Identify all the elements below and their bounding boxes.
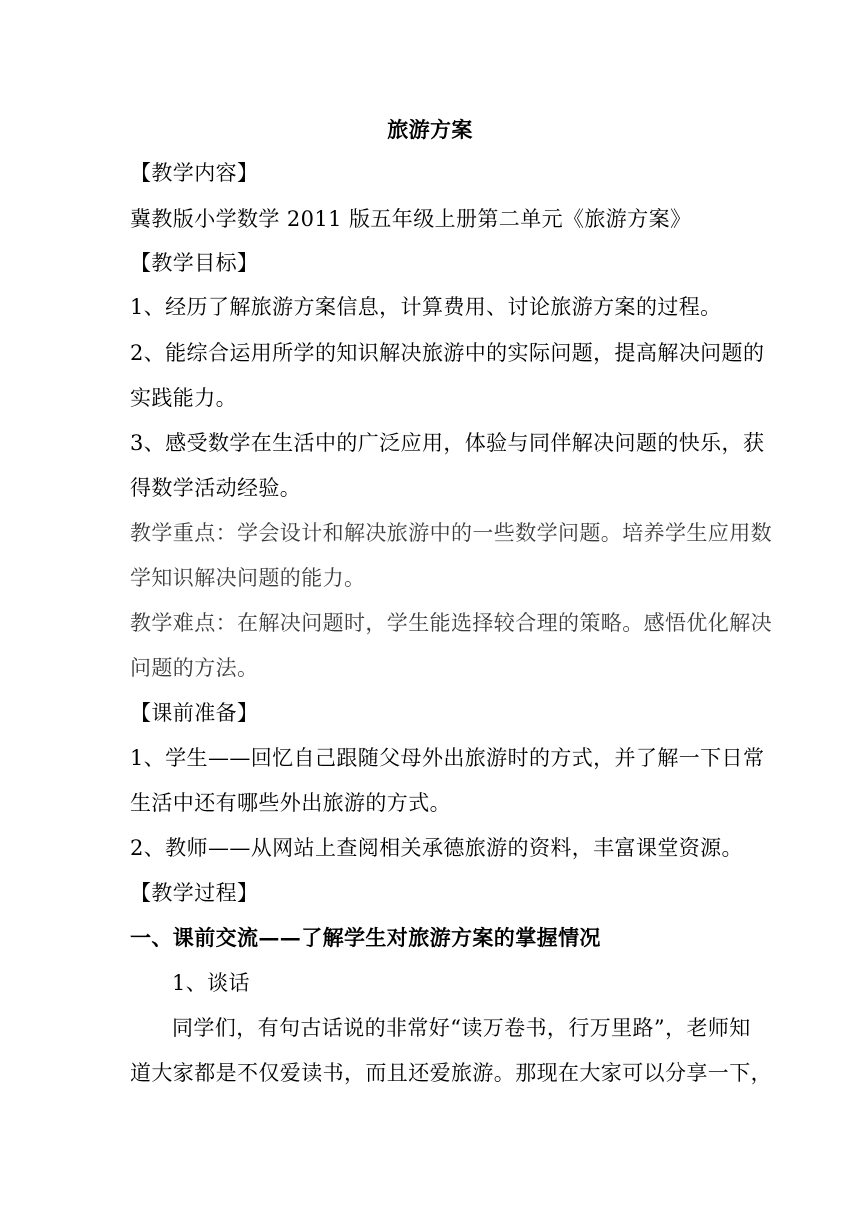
part-1-subheading: 1、谈话 xyxy=(172,971,250,995)
part-1-paragraph-line-2: 道大家都是不仅爱读书，而且还爱旅游。那现在大家可以分享一下， xyxy=(130,1061,772,1085)
teaching-content-heading: 【教学内容】 xyxy=(130,161,259,185)
goal-item-2-line-1: 2、能综合运用所学的知识解决旅游中的实际问题，提高解决问题的 xyxy=(130,341,765,365)
key-point-line-2: 学知识解决问题的能力。 xyxy=(130,566,366,590)
goal-item-1: 1、经历了解旅游方案信息，计算费用、讨论旅游方案的过程。 xyxy=(130,295,722,319)
difficulty-line-1: 教学难点：在解决问题时，学生能选择较合理的策略。感悟优化解决 xyxy=(130,611,772,635)
prep-item-2: 2、教师——从网站上查阅相关承德旅游的资料，丰富课堂资源。 xyxy=(130,836,743,860)
goal-item-3-line-1: 3、感受数学在生活中的广泛应用，体验与同伴解决问题的快乐，获 xyxy=(130,431,765,455)
key-point-line-1: 教学重点：学会设计和解决旅游中的一些数学问题。培养学生应用数 xyxy=(130,521,772,545)
part-1-heading: 一、课前交流——了解学生对旅游方案的掌握情况 xyxy=(130,925,601,950)
goal-item-2-line-2: 实践能力。 xyxy=(130,386,237,410)
part-1-paragraph-line-1: 同学们，有句古话说的非常好“读万卷书，行万里路”，老师知 xyxy=(172,1016,751,1040)
process-heading: 【教学过程】 xyxy=(130,881,259,905)
teaching-content-text: 冀教版小学数学 2011 版五年级上册第二单元《旅游方案》 xyxy=(130,207,692,231)
prep-item-1-line-1: 1、学生——回忆自己跟随父母外出旅游时的方式，并了解一下日常 xyxy=(130,746,765,770)
goal-item-3-line-2: 得数学活动经验。 xyxy=(130,476,302,500)
prep-heading: 【课前准备】 xyxy=(130,701,259,725)
difficulty-line-2: 问题的方法。 xyxy=(130,656,259,680)
prep-item-1-line-2: 生活中还有哪些外出旅游的方式。 xyxy=(130,791,451,815)
teaching-goals-heading: 【教学目标】 xyxy=(130,251,259,275)
document-title: 旅游方案 xyxy=(387,117,473,142)
